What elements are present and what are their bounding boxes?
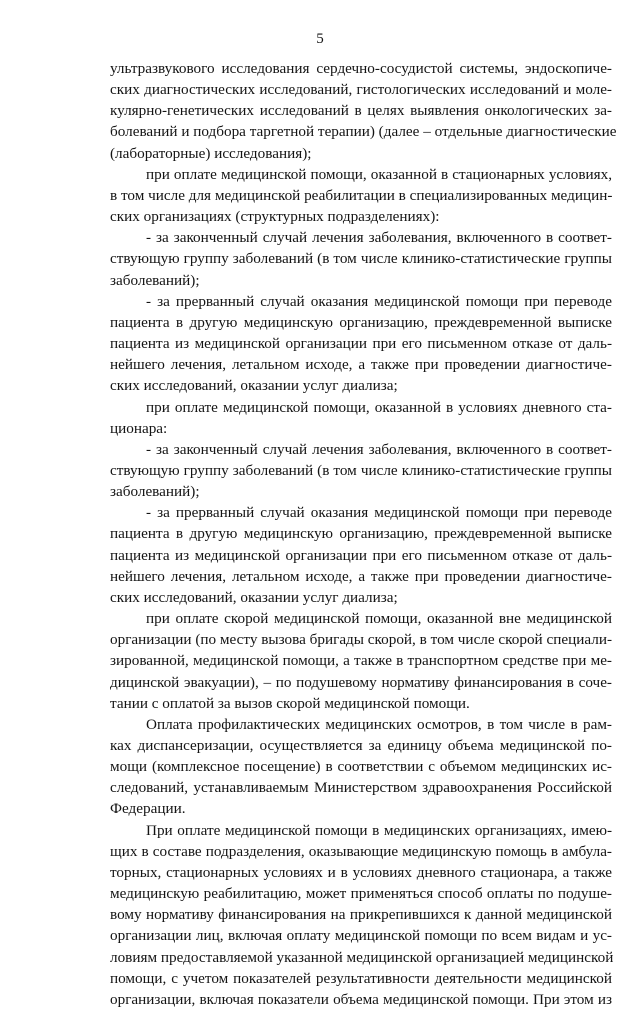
text-line: ционара: — [110, 419, 168, 437]
text-line: ствующую группу заболеваний (в том числе клинико-статистические группы — [110, 461, 612, 479]
text-line: организации (по месту вызова бригады скорой, в том числе скорой специали- — [110, 631, 612, 649]
text-line: тании с оплатой за вызов скорой медицинской помощи. — [110, 694, 470, 712]
text-line: пациента из медицинской организации при его письменном отказе от даль- — [110, 546, 612, 564]
text-line: ских диагностических исследований, гистологических исследований и моле- — [110, 81, 612, 99]
paragraph — [110, 608, 612, 714]
text-line: ских организациях (структурных подразделениях): — [110, 208, 440, 226]
text-line: - за прерванный случай оказания медицинской помощи при переводе — [146, 292, 612, 310]
text-line: - за законченный случай лечения заболевания, включенного в соответ- — [146, 229, 612, 247]
paragraph — [110, 714, 612, 820]
paragraph — [110, 164, 612, 227]
text-line: зированной, медицинской помощи, а также в транспортном средстве при ме- — [110, 652, 612, 670]
document-body — [110, 58, 617, 1010]
text-line: пациента в другую медицинскую организацию, преждевременной выписке — [110, 313, 612, 331]
text-line: ловиям предоставляемой указанной медицинской организацией медицинской — [110, 948, 614, 966]
paragraph — [110, 397, 612, 439]
text-line: помощи, с учетом показателей результативности деятельности медицинской — [110, 969, 612, 987]
text-line: мощи (комплексное посещение) в соответствии с объемом медицинских ис- — [110, 758, 612, 776]
text-line: (лабораторные) исследования); — [110, 144, 312, 162]
text-line: заболеваний); — [110, 483, 200, 501]
paragraph — [110, 291, 612, 397]
text-line: торных, стационарных условиях и в условиях дневного стационара, а также — [110, 863, 612, 881]
text-line: при оплате медицинской помощи, оказанной в стационарных условиях, — [146, 165, 612, 183]
paragraph — [110, 502, 612, 608]
text-line: вому нормативу финансирования на прикрепившихся к данной медицинской — [110, 906, 612, 924]
paragraph — [110, 820, 612, 1010]
text-line: пациента в другую медицинскую организацию, преждевременной выписке — [110, 525, 612, 543]
text-line: организации лиц, включая оплату медицинской помощи по всем видам и ус- — [110, 927, 612, 945]
paragraph — [110, 439, 612, 502]
text-line: в том числе для медицинской реабилитации в специализированных медицин- — [110, 186, 613, 204]
text-line: заболеваний); — [110, 271, 200, 289]
text-line: ультразвукового исследования сердечно-сосудистой системы, эндоскопиче- — [110, 60, 612, 77]
paragraph — [110, 58, 617, 164]
text-line: нейшего лечения, летальном исходе, а также при проведении диагностиче- — [110, 567, 612, 585]
text-line: - за законченный случай лечения заболевания, включенного в соответ- — [146, 440, 612, 458]
text-line: ских исследований, оказании услуг диализа; — [110, 377, 398, 395]
text-line: Оплата профилактических медицинских осмотров, в том числе в рам- — [146, 715, 612, 733]
text-line: организации, включая показатели объема медицинской помощи. При этом из — [110, 990, 612, 1008]
text-line: пациента из медицинской организации при его письменном отказе от даль- — [110, 335, 612, 353]
text-line: кулярно-генетических исследований в целях выявления онкологических за- — [110, 102, 612, 120]
text-line: следований, устанавливаемым Министерством здравоохранения Российской — [110, 779, 612, 797]
text-line: Федерации. — [110, 800, 186, 818]
text-line: при оплате медицинской помощи, оказанной в условиях дневного ста- — [146, 398, 612, 416]
text-line: болеваний и подбора таргетной терапии) (далее – отдельные диагностические — [110, 123, 617, 141]
text-line: щих в составе подразделения, оказывающие медицинскую помощь в амбула- — [110, 842, 612, 860]
text-line: медицинскую реабилитацию, может применяться способ оплаты по подуше- — [110, 885, 612, 903]
paragraph — [110, 227, 612, 290]
text-line: ских исследований, оказании услуг диализа; — [110, 588, 398, 606]
text-line: ствующую группу заболеваний (в том числе клинико-статистические группы — [110, 250, 612, 268]
text-line: - за прерванный случай оказания медицинской помощи при переводе — [146, 504, 612, 522]
text-line: ках диспансеризации, осуществляется за единицу объема медицинской по- — [110, 737, 612, 754]
text-line: При оплате медицинской помощи в медицинских организациях, имею- — [146, 821, 612, 839]
text-line: при оплате скорой медицинской помощи, оказанной вне медицинской — [146, 610, 612, 628]
text-line: нейшего лечения, летальном исходе, а также при проведении диагностиче- — [110, 356, 612, 374]
text-line: дицинской эвакуации), – по подушевому нормативу финансирования в соче- — [110, 673, 612, 691]
page-number: 5 — [316, 31, 324, 47]
